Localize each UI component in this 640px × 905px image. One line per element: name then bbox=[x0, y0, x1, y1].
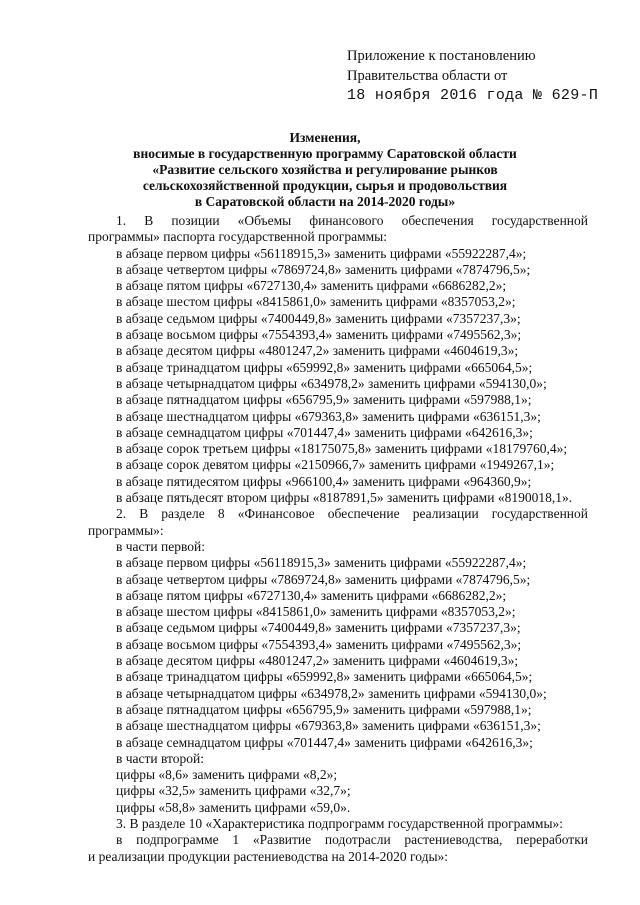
title-line-3: «Развитие сельского хозяйства и регулирование рынков bbox=[152, 162, 498, 177]
list-item: в абзаце пятнадцатом цифры «656795,9» заменить цифрами «597988,1»; bbox=[116, 701, 532, 717]
list-item: в абзаце пятьдесят втором цифры «8187891,5» заменить цифрами «8190018,1». bbox=[116, 490, 573, 506]
list-item: в абзаце десятом цифры «4801247,2» заменить цифрами «4604619,3»; bbox=[116, 653, 519, 669]
list-item: в абзаце первом цифры «56118915,3» заменить цифрами «55922287,4»; bbox=[116, 245, 527, 261]
list-item: в абзаце пятом цифры «6727130,4» заменить цифрами «6686282,2»; bbox=[116, 278, 507, 294]
list-item: в абзаце семнадцатом цифры «701447,4» заменить цифрами «642616,3»; bbox=[116, 734, 533, 750]
section-1-intro-line-1: 1. В позиции «Объемы финансового обеспечения государственной bbox=[116, 213, 588, 228]
list-item: в абзаце десятом цифры «4801247,2» заменить цифрами «4604619,3»; bbox=[116, 343, 519, 359]
list-item: в абзаце пятом цифры «6727130,4» заменить цифрами «6686282,2»; bbox=[116, 587, 507, 603]
section-3-sub-line-1: в подпрограмме 1 «Развитие подотрасли растениеводства, переработки bbox=[116, 832, 588, 848]
list-item: в абзаце четырнадцатом цифры «634978,2» заменить цифрами «594130,0»; bbox=[116, 375, 547, 391]
title-line-2: вносимые в государственную программу Саратовской области bbox=[133, 146, 517, 161]
header-line-3: 18 ноября 2016 года № 629-П bbox=[347, 87, 599, 104]
header-line-1: Приложение к постановлению bbox=[347, 48, 536, 64]
list-item: цифры «58,8» заменить цифрами «59,0». bbox=[116, 799, 351, 815]
appendix-header bbox=[347, 46, 627, 106]
list-item: в абзаце шестнадцатом цифры «679363,8» заменить цифрами «636151,3»; bbox=[116, 408, 541, 424]
list-item: в абзаце пятидесятом цифры «966100,4» заменить цифрами «964360,9»; bbox=[116, 473, 532, 489]
list-item: в абзаце тринадцатом цифры «659992,8» заменить цифрами «665064,5»; bbox=[116, 359, 533, 375]
list-item: в абзаце сорок девятом цифры «2150966,7» заменить цифрами «1949267,1»; bbox=[116, 457, 555, 473]
title-line-5: в Саратовской области на 2014-2020 годы» bbox=[194, 194, 456, 209]
section-1-intro-line-2: программы» паспорта государственной программы: bbox=[88, 229, 387, 245]
document-title bbox=[90, 130, 560, 210]
section-2-part-1-list bbox=[88, 555, 588, 751]
list-item: в абзаце шестом цифры «8415861,0» заменить цифрами «8357053,2»; bbox=[116, 294, 516, 310]
list-item: в абзаце первом цифры «56118915,3» заменить цифрами «55922287,4»; bbox=[116, 555, 527, 571]
list-item: в абзаце тринадцатом цифры «659992,8» заменить цифрами «665064,5»; bbox=[116, 669, 533, 685]
document-body bbox=[88, 213, 588, 865]
list-item: в абзаце шестнадцатом цифры «679363,8» заменить цифрами «636151,3»; bbox=[116, 718, 541, 734]
section-2-part-2-list bbox=[88, 767, 588, 816]
title-line-1: Изменения, bbox=[289, 130, 361, 145]
list-item: в абзаце четырнадцатом цифры «634978,2» заменить цифрами «594130,0»; bbox=[116, 685, 547, 701]
section-3-intro: 3. В разделе 10 «Характеристика подпрограмм государственной программы»: bbox=[116, 815, 564, 831]
list-item: в абзаце семнадцатом цифры «701447,4» заменить цифрами «642616,3»; bbox=[116, 424, 533, 440]
list-item: в абзаце восьмом цифры «7554393,4» заменить цифрами «7495562,3»; bbox=[116, 327, 522, 343]
list-item: в абзаце восьмом цифры «7554393,4» заменить цифрами «7495562,3»; bbox=[116, 636, 522, 652]
list-item: в абзаце сорок третьем цифры «18175075,8» заменить цифрами «18179760,4»; bbox=[116, 441, 568, 457]
section-2-intro-line-1: 2. В разделе 8 «Финансовое обеспечение реализации государственной bbox=[116, 506, 588, 522]
list-item: в абзаце четвертом цифры «7869724,8» заменить цифрами «7874796,5»; bbox=[116, 261, 531, 277]
list-item: цифры «32,5» заменить цифрами «32,7»; bbox=[116, 783, 351, 799]
section-2-intro-line-2: программы»: bbox=[88, 522, 164, 538]
header-line-2: Правительства области от bbox=[347, 68, 508, 84]
title-line-4: сельскохозяйственной продукции, сырья и продовольствия bbox=[142, 178, 508, 193]
list-item: в абзаце седьмом цифры «7400449,8» заменить цифрами «7357237,3»; bbox=[116, 620, 521, 636]
section-3-sub-line-2: и реализации продукции растениеводства на 2014-2020 годы»: bbox=[88, 848, 449, 864]
list-item: в абзаце седьмом цифры «7400449,8» заменить цифрами «7357237,3»; bbox=[116, 310, 521, 326]
section-2-part-1-label: в части первой: bbox=[116, 538, 205, 554]
section-2-part-2-label: в части второй: bbox=[116, 750, 205, 766]
list-item: в абзаце шестом цифры «8415861,0» заменить цифрами «8357053,2»; bbox=[116, 604, 516, 620]
section-1-list bbox=[88, 246, 588, 507]
list-item: цифры «8,6» заменить цифрами «8,2»; bbox=[116, 767, 338, 783]
list-item: в абзаце пятнадцатом цифры «656795,9» заменить цифрами «597988,1»; bbox=[116, 392, 532, 408]
list-item: в абзаце четвертом цифры «7869724,8» заменить цифрами «7874796,5»; bbox=[116, 571, 531, 587]
